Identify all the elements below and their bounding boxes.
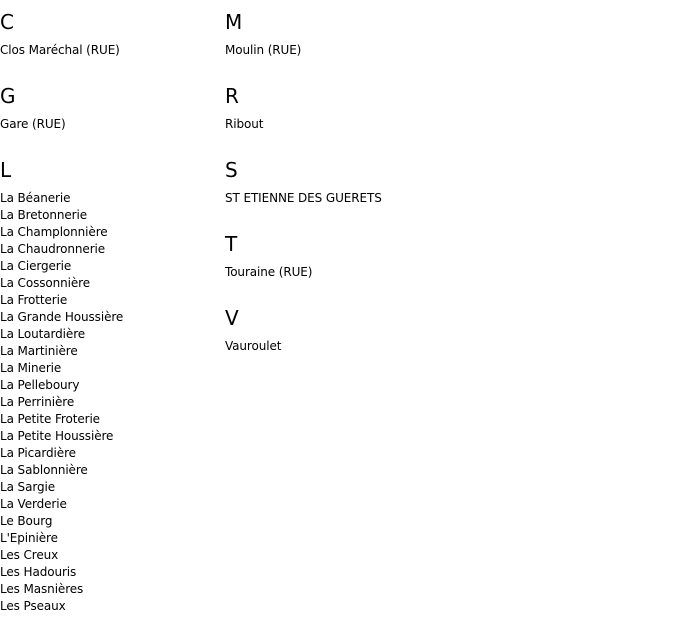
right-column xyxy=(225,9,485,355)
street-item-les-masnieres[interactable]: Les Masnières xyxy=(0,582,84,596)
section-m xyxy=(225,9,485,59)
street-list xyxy=(225,42,485,59)
street-item-la-petite-froterie[interactable]: La Petite Froterie xyxy=(0,412,100,426)
street-item-la-pelleboury[interactable]: La Pelleboury xyxy=(0,378,80,392)
street-item-la-ciergerie[interactable]: La Ciergerie xyxy=(0,259,72,273)
section-letter-s: S xyxy=(225,158,238,182)
street-item-la-champlonniere[interactable]: La Champlonnière xyxy=(0,225,108,239)
section-letter-g: G xyxy=(0,84,16,108)
street-item-la-beanerie[interactable]: La Béanerie xyxy=(0,191,71,205)
street-list xyxy=(225,116,485,133)
street-item-vauroulet[interactable]: Vauroulet xyxy=(225,339,282,353)
street-item-la-grande-houssiere[interactable]: La Grande Houssière xyxy=(0,310,124,324)
section-r xyxy=(225,83,485,133)
street-item-le-bourg[interactable]: Le Bourg xyxy=(0,514,53,528)
street-item-la-sablonniere[interactable]: La Sablonnière xyxy=(0,463,88,477)
street-item-clos-marechal-rue[interactable]: Clos Maréchal (RUE) xyxy=(0,43,120,57)
street-item-touraine-rue[interactable]: Touraine (RUE) xyxy=(225,265,313,279)
section-s xyxy=(225,157,485,207)
street-item-st-etienne-des-guerets[interactable]: ST ETIENNE DES GUERETS xyxy=(225,191,382,205)
street-item-la-chaudronnerie[interactable]: La Chaudronnerie xyxy=(0,242,106,256)
section-letter-l: L xyxy=(0,158,12,182)
street-item-les-creux[interactable]: Les Creux xyxy=(0,548,59,562)
street-item-la-verderie[interactable]: La Verderie xyxy=(0,497,67,511)
street-list xyxy=(0,116,220,133)
street-item-la-minerie[interactable]: La Minerie xyxy=(0,361,62,375)
section-l xyxy=(0,157,220,615)
street-item-la-loutardiere[interactable]: La Loutardière xyxy=(0,327,86,341)
street-item-les-pseaux[interactable]: Les Pseaux xyxy=(0,599,66,613)
street-item-la-martiniere[interactable]: La Martinière xyxy=(0,344,78,358)
street-item-la-sargie[interactable]: La Sargie xyxy=(0,480,55,494)
section-letter-m: M xyxy=(225,10,243,34)
section-letter-t: T xyxy=(225,232,238,256)
section-letter-v: V xyxy=(225,306,239,330)
section-letter-r: R xyxy=(225,84,239,108)
street-list xyxy=(0,190,220,615)
street-item-la-cossonniere[interactable]: La Cossonnière xyxy=(0,276,91,290)
street-item-la-petite-houssiere[interactable]: La Petite Houssière xyxy=(0,429,114,443)
street-item-la-frotterie[interactable]: La Frotterie xyxy=(0,293,68,307)
section-c xyxy=(0,9,220,59)
street-item-la-picardiere[interactable]: La Picardière xyxy=(0,446,76,460)
left-column xyxy=(0,9,220,615)
section-t xyxy=(225,231,485,281)
street-item-moulin-rue[interactable]: Moulin (RUE) xyxy=(225,43,302,57)
section-g xyxy=(0,83,220,133)
street-list xyxy=(225,190,485,207)
street-list xyxy=(225,338,485,355)
street-item-la-perriniere[interactable]: La Perrinière xyxy=(0,395,75,409)
section-v xyxy=(225,305,485,355)
street-list xyxy=(225,264,485,281)
street-item-l-epiniere[interactable]: L'Epinière xyxy=(0,531,58,545)
street-list xyxy=(0,42,220,59)
section-letter-c: C xyxy=(0,10,14,34)
street-item-gare-rue[interactable]: Gare (RUE) xyxy=(0,117,66,131)
street-item-les-hadouris[interactable]: Les Hadouris xyxy=(0,565,77,579)
street-item-ribout[interactable]: Ribout xyxy=(225,117,264,131)
street-item-la-bretonnerie[interactable]: La Bretonnerie xyxy=(0,208,88,222)
